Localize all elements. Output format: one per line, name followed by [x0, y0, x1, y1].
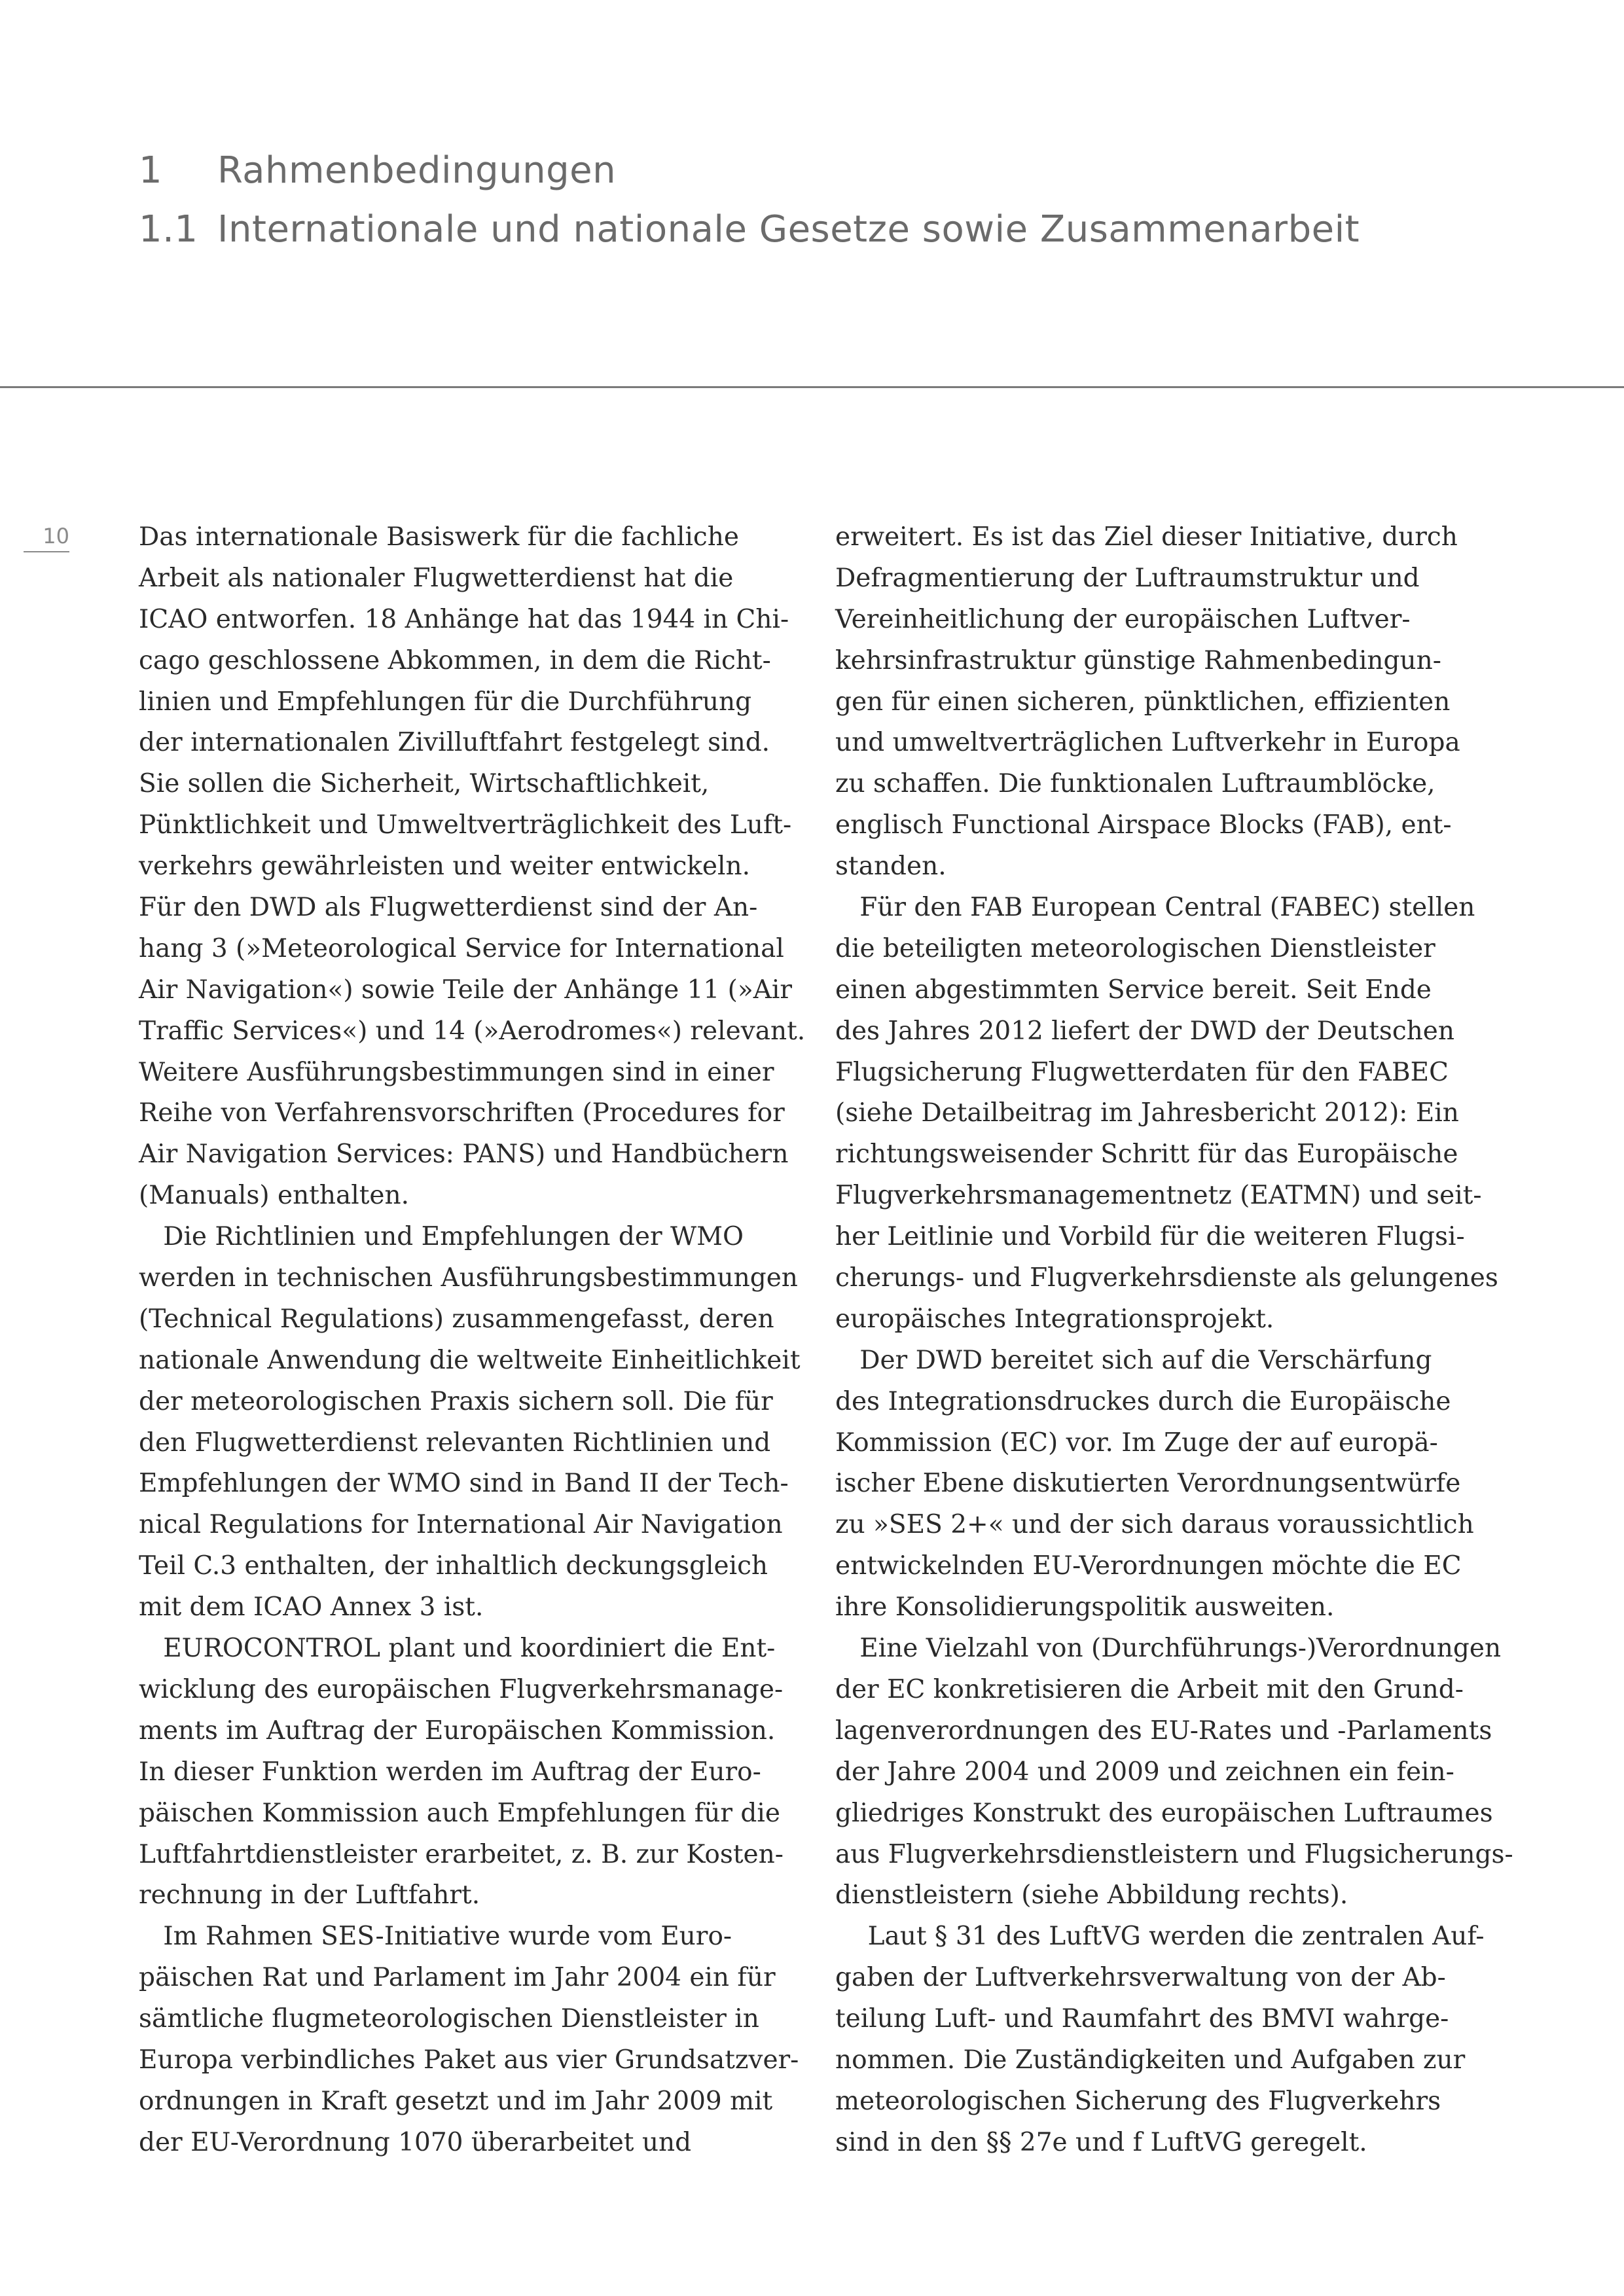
section-title: Internationale und nationale Gesetze sowie Zusammenarbeit: [217, 208, 1360, 251]
text-line: ischer Ebene diskutierten Verordnungsentwürfe: [835, 1469, 1461, 1499]
text-line: linien und Empfehlungen für die Durchführung: [139, 687, 752, 717]
text-line: Im Rahmen SES-Initiative wurde vom Euro-: [139, 1922, 732, 1952]
text-line: Luftfahrtdienstleister erarbeitet, z. B. zur Kosten-: [139, 1839, 784, 1869]
text-line: Für den DWD als Flugwetterdienst sind der An-: [139, 893, 758, 923]
text-line: ordnungen in Kraft gesetzt und im Jahr 2009 mit: [139, 2086, 773, 2116]
text-line: sämtliche flugmeteorologischen Dienstleister in: [139, 2004, 759, 2034]
text-line: die beteiligten meteorologischen Dienstleister: [835, 933, 1435, 963]
text-line: europäisches Integrationsprojekt.: [835, 1304, 1274, 1334]
text-line: her Leitlinie und Vorbild für die weiteren Flugsi-: [835, 1222, 1465, 1252]
text-line: nationale Anwendung die weltweite Einheitlichkeit: [139, 1345, 801, 1375]
text-line: Defragmentierung der Luftraumstruktur und: [835, 563, 1420, 593]
text-line: einen abgestimmten Service bereit. Seit Ende: [835, 975, 1432, 1005]
text-line: Empfehlungen der WMO sind in Band II der Tech-: [139, 1469, 789, 1499]
text-line: päischen Rat und Parlament im Jahr 2004 ein für: [139, 1963, 776, 1993]
text-line: dienstleistern (siehe Abbildung rechts).: [835, 1880, 1348, 1910]
chapter-heading: [139, 149, 616, 192]
text-line: Das internationale Basiswerk für die fachliche: [139, 522, 739, 552]
text-line: gaben der Luftverkehrsverwaltung von der Ab-: [835, 1963, 1446, 1993]
text-line: Teil C.3 enthalten, der inhaltlich deckungsgleich: [139, 1551, 768, 1581]
text-line: ICAO entworfen. 18 Anhänge hat das 1944 in Chi-: [139, 604, 789, 634]
text-line: gen für einen sicheren, pünktlichen, effizienten: [835, 687, 1451, 717]
section-heading: [139, 208, 1360, 251]
text-line: wicklung des europäischen Flugverkehrsmanage-: [139, 1674, 784, 1704]
text-line: (siehe Detailbeitrag im Jahresbericht 2012): Ein: [835, 1098, 1459, 1128]
text-line: Traffic Services«) und 14 (»Aerodromes«) relevant.: [139, 1016, 806, 1046]
text-line: EUROCONTROL plant und koordiniert die Ent-: [139, 1634, 776, 1664]
text-line: In dieser Funktion werden im Auftrag der Euro-: [139, 1757, 761, 1787]
text-line: hang 3 (»Meteorological Service for International: [139, 933, 784, 963]
text-line: Kommission (EC) vor. Im Zuge der auf europä-: [835, 1427, 1438, 1458]
text-line: des Jahres 2012 liefert der DWD der Deutschen: [835, 1016, 1454, 1046]
text-line: Die Richtlinien und Empfehlungen der WMO: [139, 1222, 744, 1252]
text-line: Air Navigation Services: PANS) und Handbüchern: [139, 1139, 789, 1170]
text-line: der Jahre 2004 und 2009 und zeichnen ein fein-: [835, 1757, 1454, 1787]
chapter-number: 1: [139, 149, 163, 192]
text-line: mit dem ICAO Annex 3 ist.: [139, 1592, 484, 1623]
text-line: Weitere Ausführungsbestimmungen sind in einer: [139, 1057, 774, 1087]
text-column-right: [835, 517, 1513, 2164]
text-line: (Manuals) enthalten.: [139, 1181, 409, 1211]
page-number: 10: [24, 524, 69, 552]
text-line: den Flugwetterdienst relevanten Richtlinien und: [139, 1427, 771, 1458]
text-line: werden in technischen Ausführungsbestimmungen: [139, 1263, 798, 1293]
text-line: teilung Luft- und Raumfahrt des BMVI wahrge-: [835, 2004, 1449, 2034]
text-line: der meteorologischen Praxis sichern soll. Die für: [139, 1386, 773, 1416]
text-line: zu schaffen. Die funktionalen Luftraumblöcke,: [835, 769, 1435, 799]
text-line: Reihe von Verfahrensvorschriften (Procedures for: [139, 1098, 785, 1128]
text-line: der EC konkretisieren die Arbeit mit den Grund-: [835, 1674, 1464, 1704]
text-line: aus Flugverkehrsdienstleistern und Flugsicherungs-: [835, 1839, 1513, 1869]
text-line: englisch Functional Airspace Blocks (FAB), ent-: [835, 810, 1452, 840]
text-line: der EU-Verordnung 1070 überarbeitet und: [139, 2127, 692, 2157]
text-line: des Integrationsdruckes durch die Europäische: [835, 1386, 1451, 1416]
text-line: kehrsinfrastruktur günstige Rahmenbedingun-: [835, 645, 1441, 675]
text-line: meteorologischen Sicherung des Flugverkehrs: [835, 2086, 1441, 2116]
text-line: Flugverkehrsmanagementnetz (EATMN) und seit-: [835, 1181, 1482, 1211]
text-line: Pünktlichkeit und Umweltverträglichkeit des Luft-: [139, 810, 792, 840]
text-line: nommen. Die Zuständigkeiten und Aufgaben zur: [835, 2045, 1466, 2075]
text-line: ihre Konsolidierungspolitik ausweiten.: [835, 1592, 1335, 1623]
text-line: Europa verbindliches Paket aus vier Grundsatzver-: [139, 2045, 799, 2075]
text-line: der internationalen Zivilluftfahrt festgelegt sind.: [139, 728, 770, 758]
text-line: Flugsicherung Flugwetterdaten für den FABEC: [835, 1057, 1449, 1087]
text-line: Vereinheitlichung der europäischen Luftver-: [835, 604, 1411, 634]
text-line: zu »SES 2+« und der sich daraus voraussichtlich: [835, 1510, 1474, 1540]
text-line: Air Navigation«) sowie Teile der Anhänge 11 (»Air: [139, 975, 792, 1005]
text-line: ments im Auftrag der Europäischen Kommission.: [139, 1715, 776, 1746]
text-line: sind in den §§ 27e und f LuftVG geregelt.: [835, 2127, 1367, 2157]
text-line: rechnung in der Luftfahrt.: [139, 1880, 480, 1910]
text-line: richtungsweisender Schritt für das Europäische: [835, 1139, 1458, 1170]
text-line: Arbeit als nationaler Flugwetterdienst hat die: [139, 563, 734, 593]
chapter-title: Rahmenbedingungen: [217, 149, 617, 192]
header-divider: [0, 386, 1624, 388]
text-line: Für den FAB European Central (FABEC) stellen: [835, 893, 1475, 923]
text-line: Der DWD bereitet sich auf die Verschärfung: [835, 1345, 1432, 1375]
text-line: Eine Vielzahl von (Durchführungs-)Verordnungen: [835, 1634, 1502, 1664]
text-line: und umweltverträglichen Luftverkehr in Europa: [835, 728, 1460, 758]
text-line: (Technical Regulations) zusammengefasst, deren: [139, 1304, 774, 1334]
text-line: cherungs- und Flugverkehrsdienste als gelungenes: [835, 1263, 1498, 1293]
section-number: 1.1: [139, 208, 198, 251]
text-line: Sie sollen die Sicherheit, Wirtschaftlichkeit,: [139, 769, 710, 799]
text-line: päischen Kommission auch Empfehlungen für die: [139, 1798, 780, 1828]
text-line: nical Regulations for International Air Navigation: [139, 1510, 783, 1540]
text-column-left: [139, 517, 806, 2164]
text-line: erweitert. Es ist das Ziel dieser Initiative, durch: [835, 522, 1458, 552]
text-line: verkehrs gewährleisten und weiter entwickeln.: [139, 852, 750, 882]
text-line: entwickelnden EU-Verordnungen möchte die EC: [835, 1551, 1462, 1581]
text-line: cago geschlossene Abkommen, in dem die Richt-: [139, 645, 771, 675]
text-line: Laut § 31 des LuftVG werden die zentralen Auf-: [835, 1922, 1485, 1952]
text-line: lagenverordnungen des EU-Rates und -Parlaments: [835, 1715, 1492, 1746]
text-line: standen.: [835, 852, 947, 882]
text-line: gliedriges Konstrukt des europäischen Luftraumes: [835, 1798, 1493, 1828]
